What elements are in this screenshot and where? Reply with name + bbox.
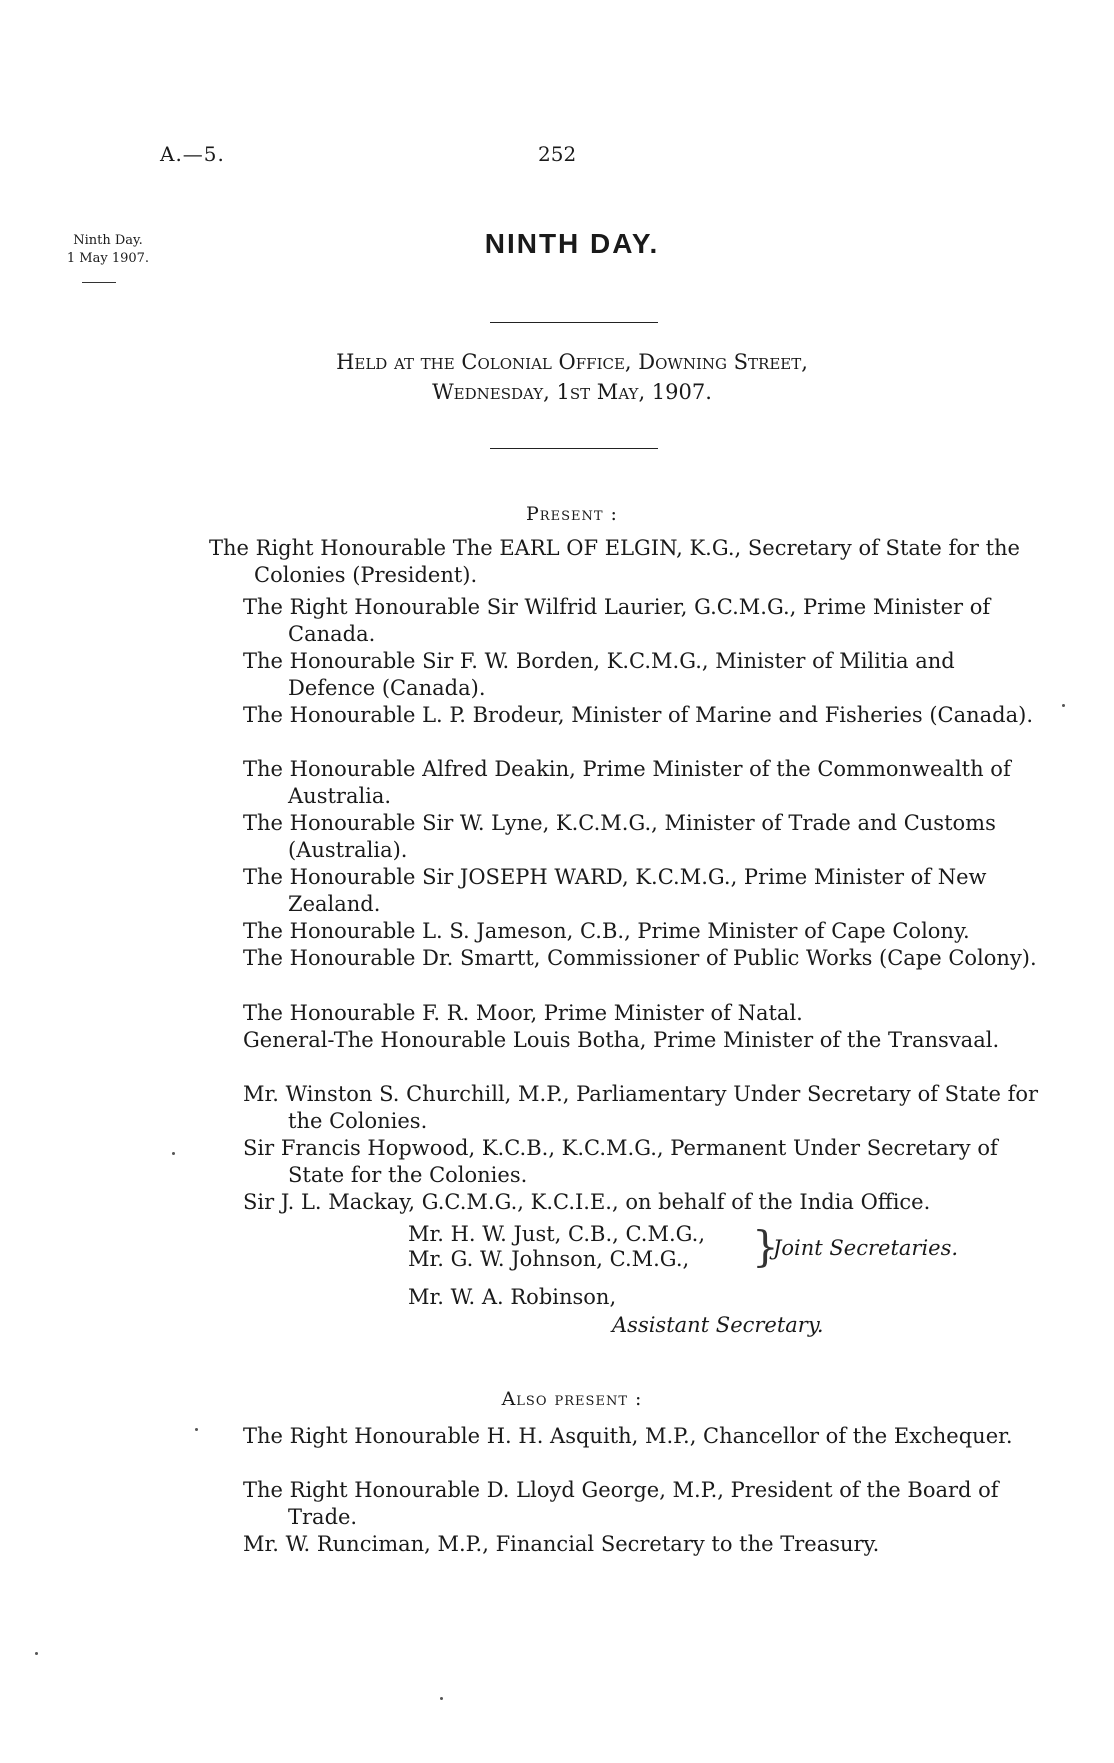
margin-note-day: Ninth Day. xyxy=(73,233,143,248)
meeting-location: Held at the Colonial Office, Downing Street, xyxy=(336,350,808,374)
attendee-entry: The Honourable Sir W. Lyne, K.C.M.G., Minister of Trade and Customs (Australia). xyxy=(243,811,996,862)
assistant-secretary-label: Assistant Secretary. xyxy=(612,1313,824,1337)
also-present-entry: The Right Honourable H. H. Asquith, M.P., Chancellor of the Exchequer. xyxy=(243,1424,1013,1448)
attendee-entry: Sir J. L. Mackay, G.C.M.G., K.C.I.E., on behalf of the India Office. xyxy=(243,1190,931,1214)
joint-secretary-2: Mr. G. W. Johnson, C.M.G., xyxy=(408,1247,690,1271)
attendee-entry: The Right Honourable The EARL OF ELGIN, K.G., Secretary of State for the Colonies (President). xyxy=(209,536,1020,587)
document-reference: A.—5. xyxy=(160,142,225,166)
also-present-entry: The Right Honourable D. Lloyd George, M.P., President of the Board of Trade. xyxy=(243,1478,999,1529)
margin-divider xyxy=(82,282,116,283)
attendee-entry: The Honourable F. R. Moor, Prime Minister of Natal. xyxy=(243,1001,803,1025)
scan-speck xyxy=(1062,704,1065,707)
attendee-entry: The Honourable Dr. Smartt, Commissioner of Public Works (Cape Colony). xyxy=(243,946,1037,970)
joint-secretaries-label: Joint Secretaries. xyxy=(773,1236,959,1260)
margin-note-date: 1 May 1907. xyxy=(66,251,150,266)
attendee-entry: Mr. Winston S. Churchill, M.P., Parliamentary Under Secretary of State for the Colonies. xyxy=(243,1082,1039,1133)
assistant-secretary-name: Mr. W. A. Robinson, xyxy=(408,1285,617,1309)
page-title: NINTH DAY. xyxy=(484,228,660,259)
scan-speck xyxy=(195,1428,198,1431)
attendee-entry: The Honourable L. S. Jameson, C.B., Prime Minister of Cape Colony. xyxy=(243,919,970,943)
attendee-entry: Sir Francis Hopwood, K.C.B., K.C.M.G., Permanent Under Secretary of State for the Colonies. xyxy=(243,1136,998,1187)
scan-speck xyxy=(440,1697,443,1700)
scan-speck xyxy=(35,1652,38,1655)
divider-bottom xyxy=(490,448,658,449)
joint-secretary-1: Mr. H. W. Just, C.B., C.M.G., xyxy=(408,1222,706,1246)
attendee-entry: The Right Honourable Sir Wilfrid Laurier, G.C.M.G., Prime Minister of Canada. xyxy=(243,595,991,646)
attendee-entry: General-The Honourable Louis Botha, Prime Minister of the Transvaal. xyxy=(243,1028,1000,1052)
meeting-date: Wednesday, 1st May, 1907. xyxy=(432,380,712,404)
also-present-entry: Mr. W. Runciman, M.P., Financial Secretary to the Treasury. xyxy=(243,1532,880,1556)
present-heading: Present : xyxy=(526,503,618,525)
attendee-entry: The Honourable Alfred Deakin, Prime Minister of the Commonwealth of Australia. xyxy=(243,757,1011,808)
also-present-heading: Also present : xyxy=(501,1388,643,1410)
attendee-entry: The Honourable Sir JOSEPH WARD, K.C.M.G., Prime Minister of New Zealand. xyxy=(243,865,987,916)
brace-symbol: } xyxy=(752,1222,779,1271)
scan-speck xyxy=(172,1152,175,1155)
attendee-entry: The Honourable L. P. Brodeur, Minister of Marine and Fisheries (Canada). xyxy=(243,703,1034,727)
attendee-entry: The Honourable Sir F. W. Borden, K.C.M.G., Minister of Militia and Defence (Canada). xyxy=(243,649,955,700)
divider-top xyxy=(490,322,658,323)
page-number: 252 xyxy=(538,142,577,166)
